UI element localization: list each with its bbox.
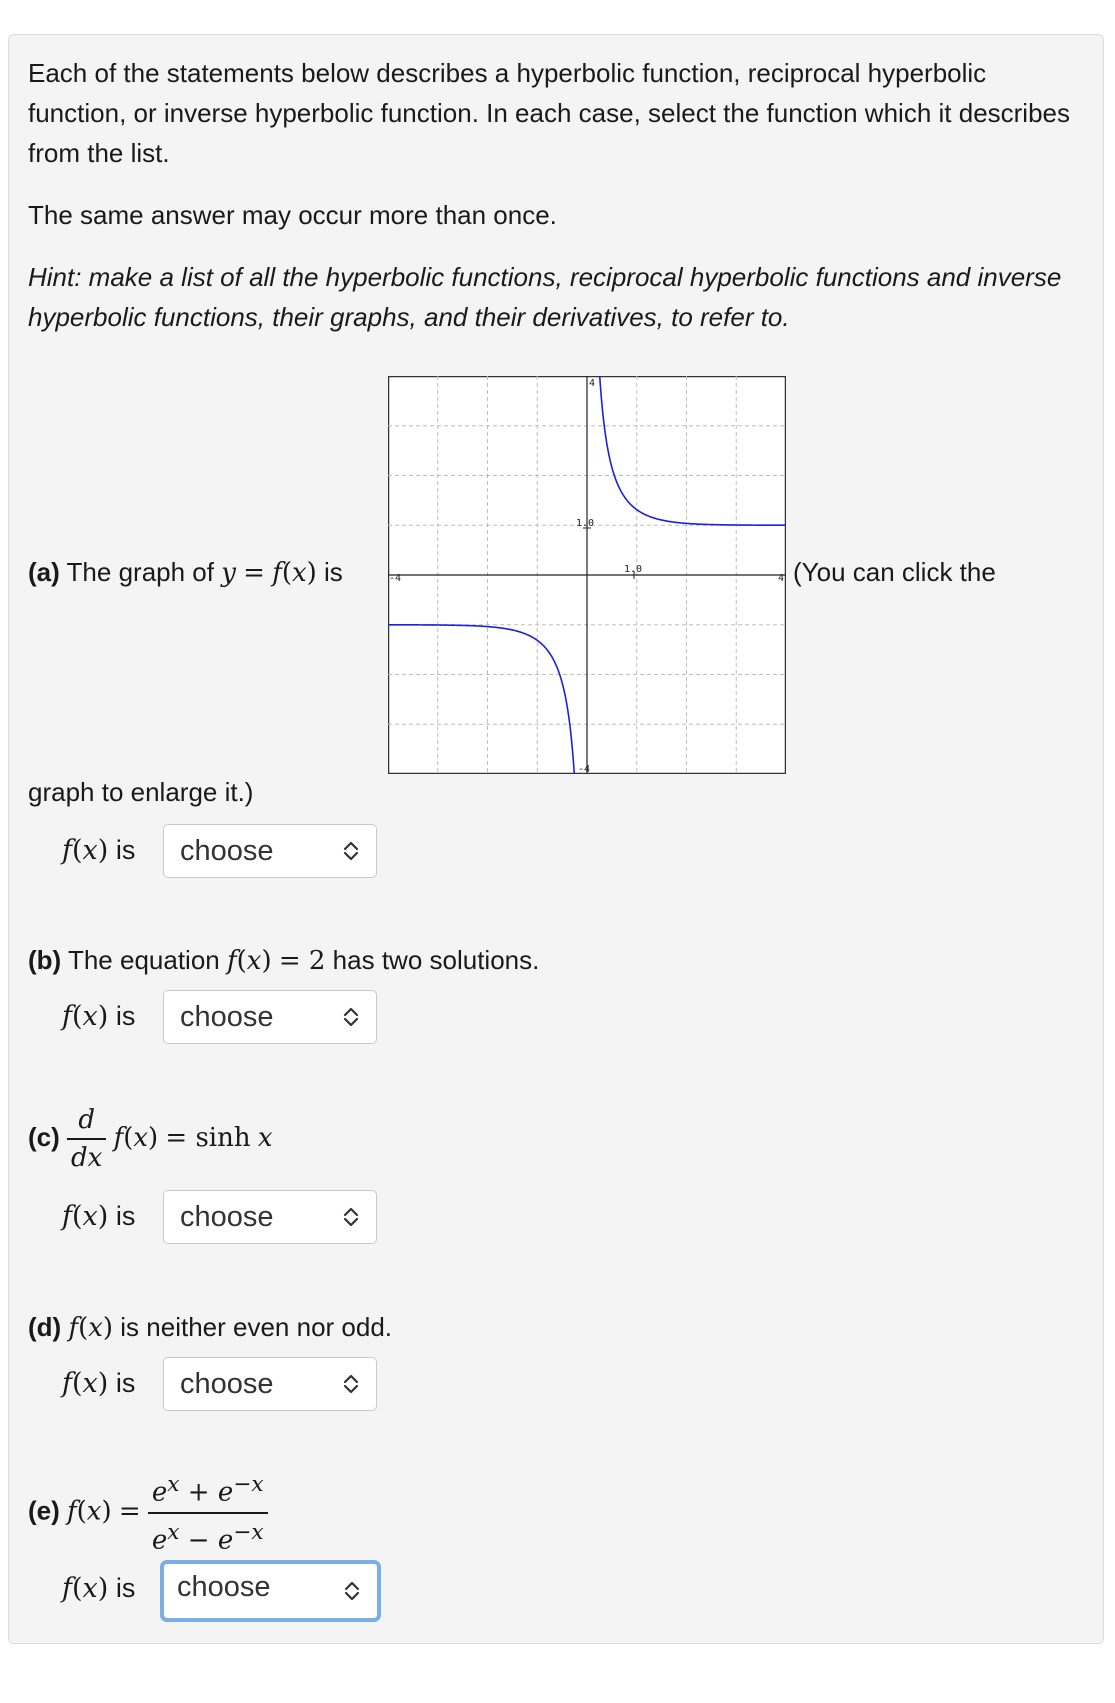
select-arrows-icon (342, 839, 360, 863)
part-c-select-value: choose (180, 1201, 274, 1233)
select-arrows-icon (343, 1579, 361, 1603)
part-a-math-y: y (221, 558, 236, 588)
part-c-select[interactable] (163, 1190, 377, 1244)
part-e-label: (e) (28, 1495, 60, 1526)
intro-text (28, 53, 1088, 337)
part-e-statement: (e) f(x) = $\frac{e^x + e^{-x}}{e^x - e^{-x}}$ (28, 1466, 268, 1559)
intro-paragraph-2: The same answer may occur more than once. (28, 200, 557, 230)
part-e-fraction: $\frac{e^x + e^{-x}}{e^x - e^{-x}}$ (148, 1466, 268, 1559)
part-a-label: (a) (28, 557, 60, 587)
part-a-select-value: choose (180, 835, 274, 867)
part-a-fx-is: f(x) is (62, 835, 136, 866)
hint-text: Hint: make a list of all the hyperbolic functions, reciprocal hyperbolic functions and inverse hyperbolic functions, their graphs, and their derivatives, to refer to. (28, 262, 1062, 332)
part-e-select-value: choose (177, 1571, 271, 1603)
x-left-label: -4 (389, 573, 402, 584)
part-d-fx-is: f(x) is (62, 1368, 136, 1399)
part-b-fx-is: f(x) is (62, 1001, 136, 1032)
part-c-statement: (c) $\frac{d}{dx}$ f(x) = sinh x (28, 1102, 273, 1176)
part-a-statement: (a) The graph of y = f(x) is (28, 557, 343, 588)
part-e-fx-is: f(x) is (62, 1573, 136, 1604)
x-right-label: 4 (778, 573, 785, 584)
intro-paragraph-1: Each of the statements below describes a hyperbolic function, reciprocal hyperbolic function, or inverse hyperbolic function. In each case, select the function which it describes from the list. (28, 58, 1071, 168)
function-graph[interactable] (388, 376, 786, 774)
part-d-label: (d) (28, 1312, 62, 1342)
part-b-text-after: has two solutions. (332, 945, 540, 975)
select-arrows-icon (342, 1372, 360, 1396)
part-a-math-fx: f (272, 558, 282, 588)
y-bottom-label: -4 (578, 764, 591, 774)
derivative-operator: $\frac{d}{dx}$ (67, 1102, 106, 1176)
part-d-select-value: choose (180, 1368, 274, 1400)
part-a-enlarge-hint-2: graph to enlarge it.) (28, 777, 254, 807)
part-b-label: (b) (28, 945, 62, 975)
y-unit-label: 1.0 (576, 518, 595, 529)
part-d-statement: (d) f(x) is neither even nor odd. (28, 1312, 393, 1343)
part-b-select-value: choose (180, 1001, 274, 1033)
part-b-text-before: The equation (67, 945, 220, 975)
select-arrows-icon (342, 1005, 360, 1029)
part-b-statement: (b) The equation f(x) = 2 has two solutions. (28, 945, 540, 976)
part-a-select[interactable] (163, 824, 377, 878)
part-b-select[interactable] (163, 990, 377, 1044)
part-c-label: (c) (28, 1121, 60, 1152)
part-c-fx-is: f(x) is (62, 1201, 136, 1232)
part-e-select[interactable] (160, 1560, 381, 1622)
part-a-text-after: is (324, 557, 343, 587)
part-d-select[interactable] (163, 1357, 377, 1411)
part-a-enlarge-hint-1: (You can click the (793, 557, 996, 587)
part-a-text-before: The graph of (66, 557, 214, 587)
select-arrows-icon (342, 1205, 360, 1229)
x-unit-label: 1.0 (624, 564, 643, 575)
y-top-label: 4 (589, 378, 596, 389)
part-d-text-after: is neither even nor odd. (120, 1312, 393, 1342)
